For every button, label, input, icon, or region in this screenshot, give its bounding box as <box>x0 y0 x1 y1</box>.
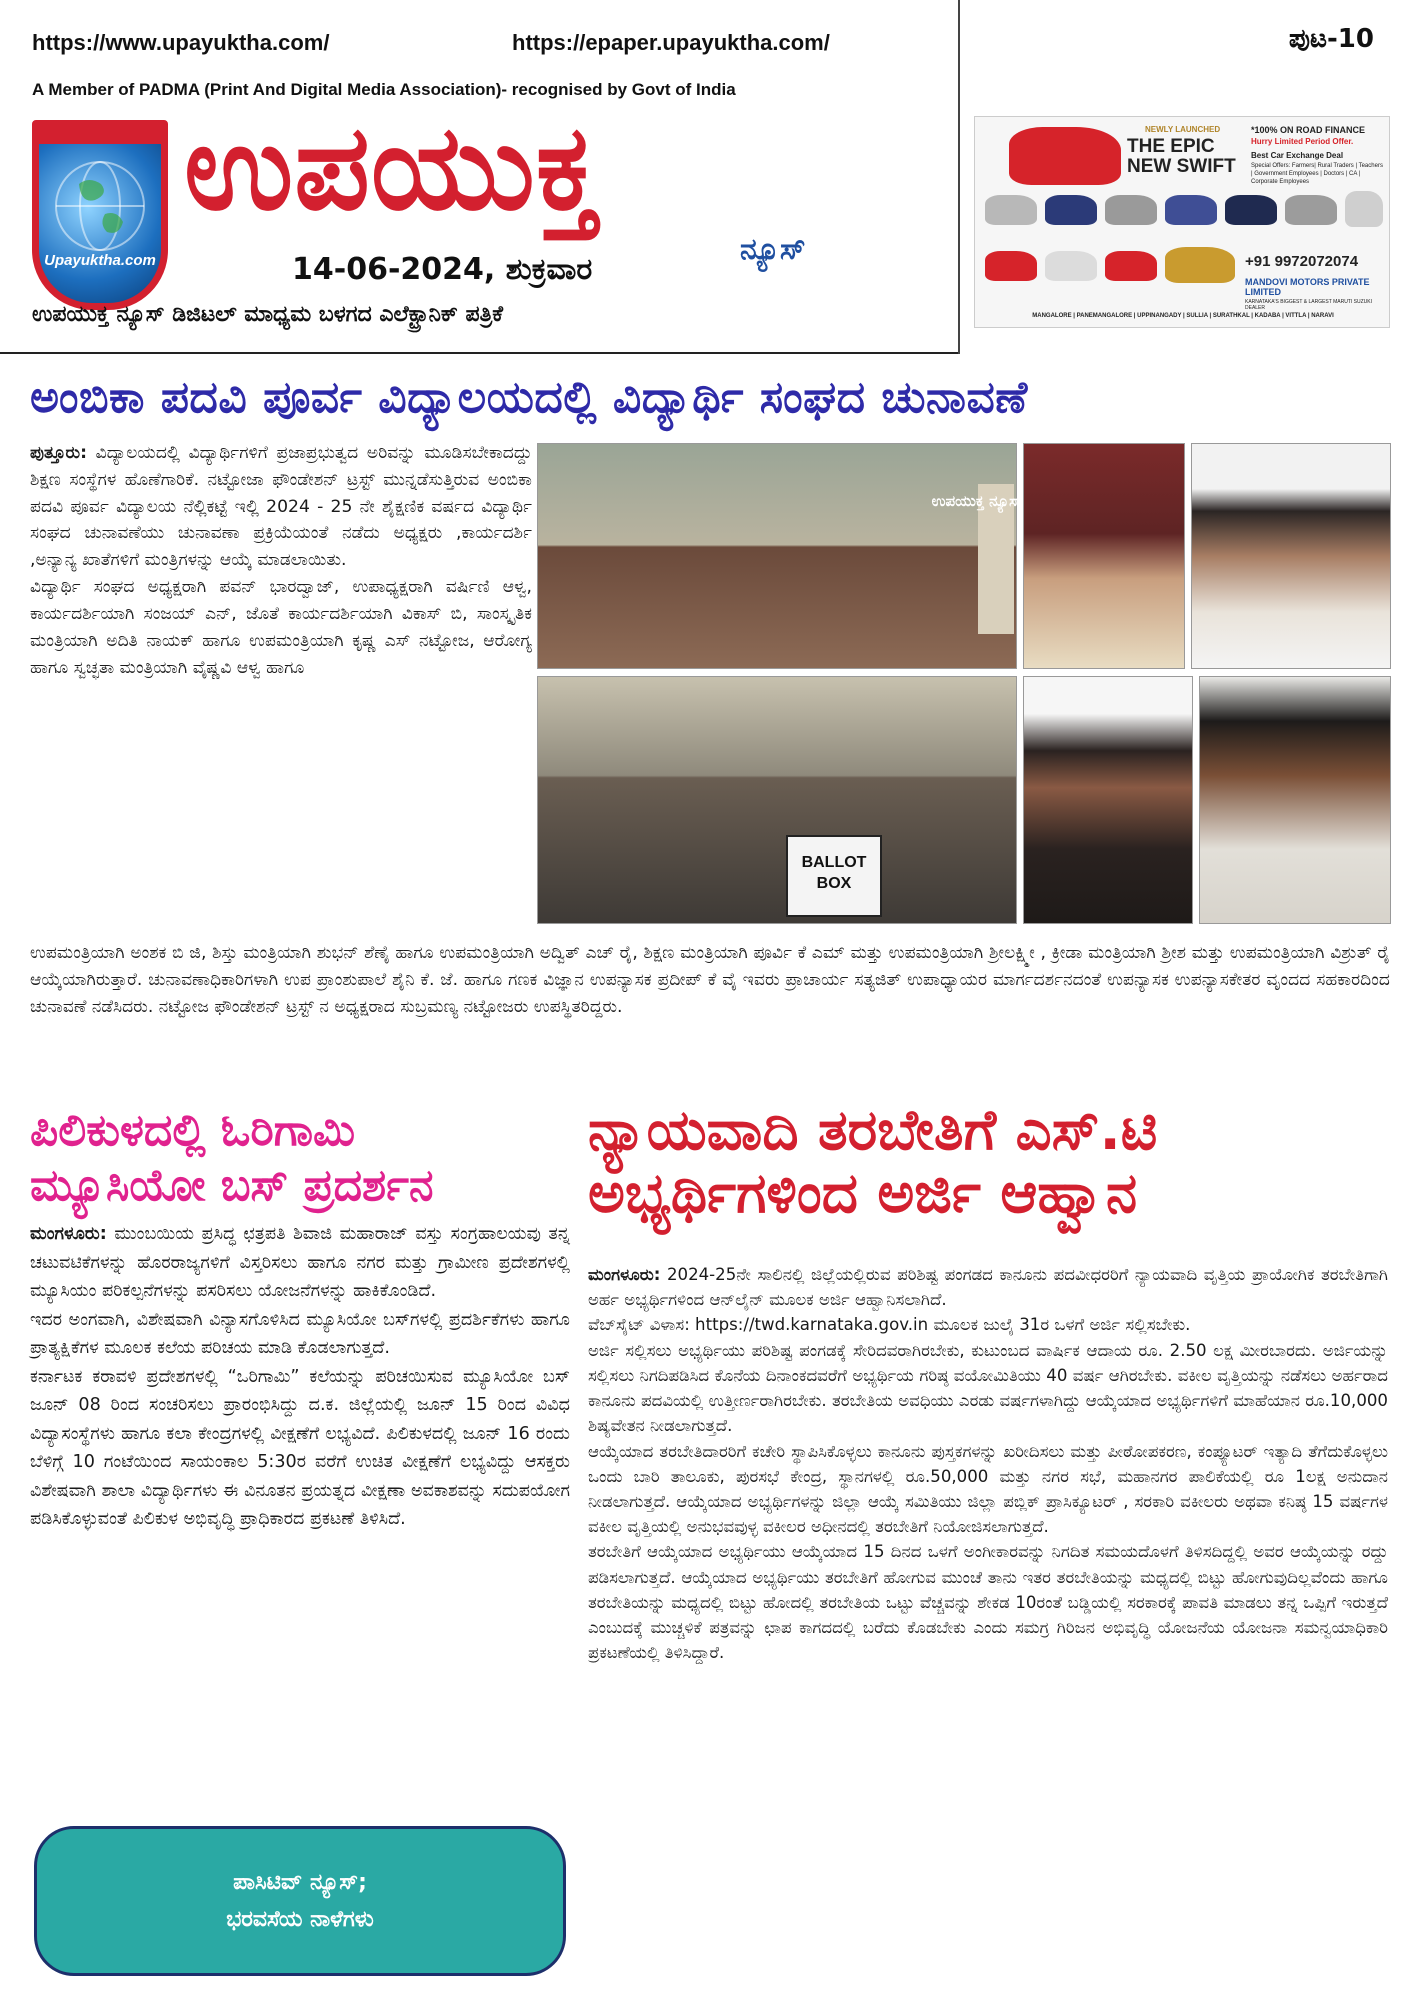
candidate-photo-4 <box>1199 676 1391 924</box>
candidate-photo-2 <box>1191 443 1391 669</box>
article-2-paragraph-2: ಇದರ ಅಂಗವಾಗಿ, ವಿಶೇಷವಾಗಿ ವಿನ್ಯಾಸಗೊಳಿಸಿದ ಮ್ಯೂಸಿಯೋ ಬಸ್‌ಗಳಲ್ಲಿ ಪ್ರದರ್ಶಿಕೆಗಳು ಹಾಗೂ ಪ್ರಾತ್ಯಕ್ಷಿಕೆಗಳ ಮೂಲಕ ಕಲೆಯ ಪರಿಚಯ ಮಾಡಿ ಕೊಡಲಾಗುತ್ತದೆ. <box>30 1309 570 1358</box>
ad-phone[interactable]: +91 9972072074 <box>1245 253 1359 270</box>
car-thumb <box>985 251 1037 281</box>
article-1-paragraph-1: ವಿದ್ಯಾಲಯದಲ್ಲಿ ವಿದ್ಯಾರ್ಥಿಗಳಿಗೆ ಪ್ರಜಾಪ್ರಭುತ್ವದ ಅರಿವನ್ನು ಮೂಡಿಸಬೇಕಾದದ್ದು ಶಿಕ್ಷಣ ಸಂಸ್ಥೆಗಳ ಹೊಣೆಗಾರಿಕೆ. ನಟ್ಟೋಜಾ ಫೌಂಡೇಶನ್ ಟ್ರಸ್ಟ್ ಮುನ್ನಡೆಸುತ್ತಿರುವ ಅಂಬಿಕಾ ಪದವಿ ಪೂರ್ವ ವಿದ್ಯಾಲಯ ನೆಲ್ಲಿಕಟ್ಟೆ ಇಲ್ಲಿ 2024 - 25 ನೇ ಶೈಕ್ಷಣಿಕ ವರ್ಷದ ವಿದ್ಯಾರ್ಥಿ ಸಂಘದ ಚುನಾವಣೆಯು ಚುನಾವಣಾ ಪ್ರಕ್ರಿಯೆಯಂತೆ ನಡೆದು ಅಧ್ಯಕ್ಷರು ,ಕಾರ್ಯದರ್ಶಿ ,ಅನ್ಯಾನ್ಯ ಖಾತೆಗಳಿಗೆ ಮಂತ್ರಿಗಳನ್ನು ಆಯ್ಕೆ ಮಾಡಲಾಯಿತು. <box>30 443 532 571</box>
candidate-photo-1 <box>1023 443 1185 669</box>
ad-title: THE EPIC NEW SWIFT <box>1127 136 1236 177</box>
article-2-paragraph-3: ಕರ್ನಾಟಕ ಕರಾವಳಿ ಪ್ರದೇಶಗಳಲ್ಲಿ “ಒರಿಗಾಮಿ” ಕಲೆಯನ್ನು ಪರಿಚಯಿಸುವ ಮ್ಯೂಸಿಯೋ ಬಸ್ ಜೂನ್ 08 ರಿಂದ ಸಂಚರಿಸಲು ಪ್ರಾರಂಭಿಸಿದ್ದು ದ.ಕ. ಜಿಲ್ಲೆಯಲ್ಲಿ ಜೂನ್ 15 ರಿಂದ ವಿವಿಧ ವಿದ್ಯಾಸಂಸ್ಥೆಗಳು ಹಾಗೂ ಕಲಾ ಕೇಂದ್ರಗಳಲ್ಲಿ ವೀಕ್ಷಣೆಗೆ ಲಭ್ಯವಿದೆ. ಪಿಲಿಕುಳದಲ್ಲಿ ಜೂನ್ 16 ರಂದು ಬೆಳಿಗ್ಗೆ 10 ಗಂಟೆಯಿಂದ ಸಾಯಂಕಾಲ 5:30ರ ವರೆಗೆ ಉಚಿತ ವೀಕ್ಷಣೆಗೆ ಲಭ್ಯವಿದ್ದು ಆಸಕ್ತರು ವಿಶೇಷವಾಗಿ ಶಾಲಾ ವಿದ್ಯಾರ್ಥಿಗಳು ಈ ವಿನೂತನ ಪ್ರಯತ್ನದ ವೀಕ್ಷಣಾ ಅವಕಾಶವನ್ನು ಸದುಪಯೋಗ ಪಡಿಸಿಕೊಳ್ಳುವಂತೆ ಪಿಲಿಕುಳ ಅಭಿವೃದ್ಧಿ ಪ್ರಾಧಿಕಾರದ ಪ್ರಕಟಣೆ ತಿಳಿಸಿದೆ. <box>30 1366 570 1529</box>
car-thumb <box>1285 195 1337 225</box>
election-photo-1 <box>537 443 1022 669</box>
membership-line: A Member of PADMA (Print And Digital Media Association)- recognised by Govt of India <box>32 80 736 99</box>
article-3-paragraph-5: ತರಬೇತಿಗೆ ಆಯ್ಕೆಯಾದ ಅಭ್ಯರ್ಥಿಯು ಆಯ್ಕೆಯಾದ 15 ದಿನದ ಒಳಗೆ ಅಂಗೀಕಾರವನ್ನು ನಿಗದಿತ ಸಮಯದೊಳಗೆ ತಿಳಿಸದಿದ್ದಲ್ಲಿ ಅವರ ಆಯ್ಕೆಯನ್ನು ರದ್ದು ಪಡಿಸಲಾಗುತ್ತದೆ. ಆಯ್ಕೆಯಾದ ಅಭ್ಯರ್ಥಿಯು ತರಬೇತಿಗೆ ಹೋಗುವ ಮುಂಚೆ ತಾನು ಇತರ ತರಬೇತಿಯನ್ನು ಮಧ್ಯದಲ್ಲಿ ಬಿಟ್ಟು ಹೋಗುವುದಿಲ್ಲವೆಂದು ಹಾಗೂ ತರಬೇತಿಯನ್ನು ಮಧ್ಯದಲ್ಲಿ ಬಿಟ್ಟು ಹೋದಲ್ಲಿ ತರಬೇತಿಯ ಒಟ್ಟು ವೆಚ್ಚವನ್ನು ಶೇಕಡ 10ರಂತೆ ಬಡ್ಡಿಯಲ್ಲಿ ಸರಕಾರಕ್ಕೆ ಪಾವತಿ ಮಾಡಲು ತನ್ನ ಒಪ್ಪಿಗೆ ಇರುತ್ತದೆ ಎಂಬುದಕ್ಕೆ ಮುಚ್ಚಳಿಕೆ ಪತ್ರವನ್ನು ಛಾಪ ಕಾಗದದಲ್ಲಿ ಬರೆದು ಕೊಡಬೇಕು ಎಂದು ಸಮಗ್ರ ಗಿರಿಜನ ಅಭಿವೃದ್ಧಿ ಯೋಜನೆಯ ಯೋಜನಾ ಸಮನ್ವಯಾಧಿಕಾರಿ ಪ್ರಕಟಣೆಯಲ್ಲಿ ತಿಳಿಸಿದ್ದಾರೆ. <box>588 1542 1388 1663</box>
car-thumb <box>985 195 1037 225</box>
article-3-paragraph-4: ಆಯ್ಕೆಯಾದ ತರಬೇತಿದಾರರಿಗೆ ಕಚೇರಿ ಸ್ಥಾಪಿಸಿಕೊಳ್ಳಲು ಕಾನೂನು ಪುಸ್ತಕಗಳನ್ನು ಖರೀದಿಸಲು ಮತ್ತು ಪೀಠೋಪಕರಣ, ಕಂಪ್ಯೂಟರ್ ಇತ್ಯಾದಿ ತೆಗೆದುಕೊಳ್ಳಲು ಒಂದು ಬಾರಿ ತಾಲೂಕು, ಪುರಸಭೆ ಕೇಂದ್ರ, ಸ್ಥಾನಗಳಲ್ಲಿ ರೂ.50,000 ಮತ್ತು ನಗರ ಸಭೆ, ಮಹಾನಗರ ಪಾಲಿಕೆಯಲ್ಲಿ ರೂ 1ಲಕ್ಷ ಅನುದಾನ ನೀಡಲಾಗುತ್ತದೆ. ಆಯ್ಕೆಯಾದ ಅಭ್ಯರ್ಥಿಗಳನ್ನು ಜಿಲ್ಲಾ ಆಯ್ಕೆ ಸಮಿತಿಯು ಜಿಲ್ಲಾ ಪಬ್ಲಿಕ್ ಪ್ರಾಸಿಕ್ಯೂಟರ್ , ಸರಕಾರಿ ವಕೀಲರು ಅಥವಾ ಕನಿಷ್ಠ 15 ವರ್ಷಗಳ ವಕೀಲ ವೃತ್ತಿಯಲ್ಲಿ ಅನುಭವವುಳ್ಳ ವಕೀಲರ ಅಧೀನದಲ್ಲಿ ತರಬೇತಿಗೆ ನಿಯೋಜಿಸಲಾಗುತ್ತದೆ. <box>588 1441 1388 1537</box>
ad-special-offers: Special Offers: Farmers| Rural Traders | Teachers | Government Employees | Doctors | CA | Corporate Employees <box>1251 163 1383 185</box>
election-photo-2 <box>537 676 1017 924</box>
car-thumb <box>1105 195 1157 225</box>
issue-date: 14-06-2024, ಶುಕ್ರವಾರ <box>292 252 593 287</box>
car-advertisement[interactable] <box>974 116 1390 328</box>
article-1-dateline: ಪುತ್ತೂರು: <box>30 443 87 463</box>
globe-logo-icon <box>32 120 168 310</box>
masthead-title: ಉಪಯುಕ್ತ <box>184 98 600 236</box>
header-vertical-divider <box>958 0 960 354</box>
logo-caption: Upayuktha.com <box>44 252 156 269</box>
car-thumb <box>1045 195 1097 225</box>
page-number: ಪುಟ-10 <box>1288 24 1374 54</box>
article-1-paragraph-3: ಉಪಮಂತ್ರಿಯಾಗಿ ಅಂಶಕ ಬಿ ಜಿ, ಶಿಸ್ತು ಮಂತ್ರಿಯಾಗಿ ಶುಭನ್ ಶೆಣೈ ಹಾಗೂ ಉಪಮಂತ್ರಿಯಾಗಿ ಅದ್ವಿತ್ ಎಚ್ ರೈ, ಶಿಕ್ಷಣ ಮಂತ್ರಿಯಾಗಿ ಪೂರ್ವಿ ಕೆ ಎಮ್ ಮತ್ತು ಉಪಮಂತ್ರಿಯಾಗಿ ಶ್ರೀಲಕ್ಷ್ಮೀ , ಕ್ರೀಡಾ ಮಂತ್ರಿಯಾಗಿ ಶ್ರೀಶ ಮತ್ತು ಉಪಮಂತ್ರಿಯಾಗಿ ವಿಶ್ರುತ್ ರೈ ಆಯ್ಕೆಯಾಗಿರುತ್ತಾರೆ. ಚುನಾವಣಾಧಿಕಾರಿಗಳಾಗಿ ಉಪ ಪ್ರಾಂಶುಪಾಲೆ ಶೈನಿ ಕೆ. ಜೆ. ಹಾಗೂ ಗಣಕ ವಿಜ್ಞಾನ ಉಪನ್ಯಾಸಕ ಪ್ರದೀಪ್ ಕೆ ವೈ ಇವರು ಪ್ರಾಚಾರ್ಯ ಸತ್ಯಜಿತ್ ಉಪಾಧ್ಯಾಯರ ಮಾರ್ಗದರ್ಶನದಂತೆ ಉಪನ್ಯಾಸಕ ಉಪನ್ಯಾಸಕೇತರ ವೃಂದದ ಸಹಕಾರದಿಂದ ಚುನಾವಣೆ ನಡೆಸಿದರು. ನಟ್ಟೋಜ ಫೌಂಡೇಶನ್ ಟ್ರಸ್ಟ್ ನ ಅಧ್ಯಕ್ಷರಾದ ಸುಬ್ರಮಣ್ಯ ನಟ್ಟೋಜರು ಉಪಸ್ಥಿತರಿದ್ದರು. <box>30 943 1390 1017</box>
dream-series-badge <box>1165 247 1235 283</box>
candidate-photo-3 <box>1023 676 1193 924</box>
car-thumb <box>1345 191 1383 227</box>
car-thumb <box>1225 195 1277 225</box>
article-2-headline-line-1: ಪಿಲಿಕುಳದಲ್ಲಿ ಓರಿಗಾಮಿ <box>30 1105 356 1156</box>
car-thumb <box>1045 251 1097 281</box>
ad-offer-2: Hurry Limited Period Offer. <box>1251 137 1354 146</box>
ad-offer-3: Best Car Exchange Deal <box>1251 151 1344 160</box>
ballot-box: BALLOT BOX <box>786 835 882 917</box>
article-3-body <box>588 1262 1388 1666</box>
article-2-headline-line-2: ಮ್ಯೂಸಿಯೋ ಬಸ್ ಪ್ರದರ್ಶನ <box>30 1159 434 1211</box>
article-3-headline <box>588 1100 1388 1225</box>
article-3-paragraph-2: ವೆಬ್‌ಸೈಟ್ ವಿಳಾಸ: https://twd.karnataka.gov.in ಮೂಲಕ ಜುಲೈ 31ರ ಒಳಗೆ ಅರ್ಜಿ ಸಲ್ಲಿಸಬೇಕು. <box>588 1315 1191 1335</box>
masthead-subtitle: ನ್ಯೂಸ್ <box>740 232 806 267</box>
banner-line-2: ಭರವಸೆಯ ನಾಳೆಗಳು <box>226 1907 374 1932</box>
website-url[interactable]: https://www.upayuktha.com/ <box>32 30 330 55</box>
ad-dealer: MANDOVI MOTORS PRIVATE LIMITED <box>1245 277 1370 297</box>
article-1-body-top <box>30 440 532 681</box>
ad-locations: MANGALORE | PANEMANGALORE | UPPINANGADY | SULLIA | SURATHKAL | KADABA | VITTLA | NARAVI <box>1032 313 1334 319</box>
positive-news-banner <box>34 1826 566 1976</box>
article-3-dateline: ಮಂಗಳೂರು: <box>588 1265 661 1284</box>
tagline: ಉಪಯುಕ್ತ ನ್ಯೂಸ್ ಡಿಜಿಟಲ್ ಮಾಧ್ಯಮ ಬಳಗದ ಎಲೆಕ್ಟ್ರಾನಿಕ್ ಪತ್ರಿಕೆ <box>32 302 503 327</box>
article-3-headline-line-2: ಅಭ್ಯರ್ಥಿಗಳಿಂದ ಅರ್ಜಿ ಆಹ್ವಾನ <box>588 1160 1138 1226</box>
epaper-url[interactable]: https://epaper.upayuktha.com/ <box>512 30 830 55</box>
article-1-body-bottom <box>30 940 1390 1020</box>
ad-launch-label: NEWLY LAUNCHED <box>1145 125 1221 134</box>
ad-dealer-sub: KARNATAKA'S BIGGEST & LARGEST MARUTI SUZUKI DEALER <box>1245 299 1372 311</box>
article-2-paragraph-1: ಮುಂಬಯಿಯ ಪ್ರಸಿದ್ಧ ಛತ್ರಪತಿ ಶಿವಾಜಿ ಮಹಾರಾಜ್ ವಸ್ತು ಸಂಗ್ರಹಾಲಯವು ತನ್ನ ಚಟುವಟಿಕೆಗಳನ್ನು ಹೊರರಾಜ್ಯಗಳಿಗೆ ವಿಸ್ತರಿಸಲು ಹಾಗೂ ನಗರ ಮತ್ತು ಗ್ರಾಮೀಣ ಪ್ರದೇಶಗಳಲ್ಲಿ ಮ್ಯೂಸಿಯಂ ಪರಿಕಲ್ಪನೆಗಳನ್ನು ಪಸರಿಸಲು ಯೋಜನೆಗಳನ್ನು ಹಾಕಿಕೊಂಡಿದೆ. <box>30 1224 571 1301</box>
article-2-headline <box>30 1104 570 1213</box>
article-2-body <box>30 1220 570 1534</box>
article-3-headline-line-1: ನ್ಯಾಯವಾದಿ ತರಬೇತಿಗೆ ಎಸ್.ಟಿ <box>588 1098 1158 1163</box>
car-thumb <box>1105 251 1157 281</box>
article-1-headline: ಅಂಬಿಕಾ ಪದವಿ ಪೂರ್ವ ವಿದ್ಯಾಲಯದಲ್ಲಿ ವಿದ್ಯಾರ್ಥಿ ಸಂಘದ ಚುನಾವಣೆ <box>30 372 1028 423</box>
car-thumb <box>1165 195 1217 225</box>
article-2-dateline: ಮಂಗಳೂರು: <box>30 1224 107 1244</box>
article-3-paragraph-3: ಅರ್ಜಿ ಸಲ್ಲಿಸಲು ಅಭ್ಯರ್ಥಿಯು ಪರಿಶಿಷ್ಟ ಪಂಗಡಕ್ಕೆ ಸೇರಿದವರಾಗಿರಬೇಕು, ಕುಟುಂಬದ ವಾರ್ಷಿಕ ಆದಾಯ ರೂ. 2.50 ಲಕ್ಷ ಮೀರಬಾರದು. ಅರ್ಜಿಯನ್ನು ಸಲ್ಲಿಸಲು ನಿಗದಿಪಡಿಸಿದ ಕೊನೆಯ ದಿನಾಂಕದವರೆಗೆ ಅಭ್ಯರ್ಥಿಯ ಗರಿಷ್ಠ ವಯೋಮಿತಿಯು 40 ವರ್ಷ ಆಗಿರಬೇಕು. ವಕೀಲ ವೃತ್ತಿಯನ್ನು ನಡೆಸಲು ಅರ್ಹರಾದ ಕಾನೂನು ಪದವಿಯಲ್ಲಿ ಉತ್ತೀರ್ಣರಾಗಿರಬೇಕು. ತರಬೇತಿಯ ಅವಧಿಯು ಎರಡು ವರ್ಷಗಳಾಗಿದ್ದು ಆಯ್ಕೆಯಾದ ಅಭ್ಯರ್ಥಿಗಳಿಗೆ ಮಾಹೆಯಾನ ರೂ.10,000 ಶಿಷ್ಯವೇತನ ನೀಡಲಾಗುತ್ತದೆ. <box>588 1340 1388 1436</box>
article-1-paragraph-2: ವಿದ್ಯಾರ್ಥಿ ಸಂಘದ ಅಧ್ಯಕ್ಷರಾಗಿ ಪವನ್ ಭಾರದ್ವಾಜ್, ಉಪಾಧ್ಯಕ್ಷರಾಗಿ ವರ್ಷಿಣಿ ಆಳ್ವ, ಕಾರ್ಯದರ್ಶಿಯಾಗಿ ಸಂಜಯ್ ಎನ್, ಜೊತೆ ಕಾರ್ಯದರ್ಶಿಯಾಗಿ ವಿಕಾಸ್ ಬಿ, ಸಾಂಸ್ಕೃತಿಕ ಮಂತ್ರಿಯಾಗಿ ಅದಿತಿ ನಾಯಕ್ ಹಾಗೂ ಉಪಮಂತ್ರಿಯಾಗಿ ಕೃಷ್ಣ ಎಸ್ ನಟ್ಟೋಜ, ಆರೋಗ್ಯ ಹಾಗೂ ಸ್ವಚ್ಛತಾ ಮಂತ್ರಿಯಾಗಿ ವೈಷ್ಣವಿ ಆಳ್ವ ಹಾಗೂ <box>30 577 532 678</box>
red-car-image <box>1009 127 1121 185</box>
article-3-paragraph-1: 2024-25ನೇ ಸಾಲಿನಲ್ಲಿ ಜಿಲ್ಲೆಯಲ್ಲಿರುವ ಪರಿಶಿಷ್ಟ ಪಂಗಡದ ಕಾನೂನು ಪದವೀಧರರಿಗೆ ನ್ಯಾಯವಾದಿ ವೃತ್ತಿಯ ಪ್ರಾಯೋಗಿಕ ತರಬೇತಿಗಾಗಿ ಅರ್ಹ ಅಭ್ಯರ್ಥಿಗಳಿಂದ ಆನ್‌ಲೈನ್ ಮೂಲಕ ಅರ್ಜಿ ಆಹ್ವಾನಿಸಲಾಗಿದೆ. <box>588 1265 1389 1310</box>
photo-watermark: ಉಪಯುಕ್ತ ನ್ಯೂಸ್ <box>931 492 1022 510</box>
header-divider <box>0 352 958 354</box>
ad-offer-1: *100% ON ROAD FINANCE <box>1251 125 1366 135</box>
banner-line-1: ಪಾಸಿಟಿವ್ ನ್ಯೂಸ್; <box>233 1869 367 1895</box>
